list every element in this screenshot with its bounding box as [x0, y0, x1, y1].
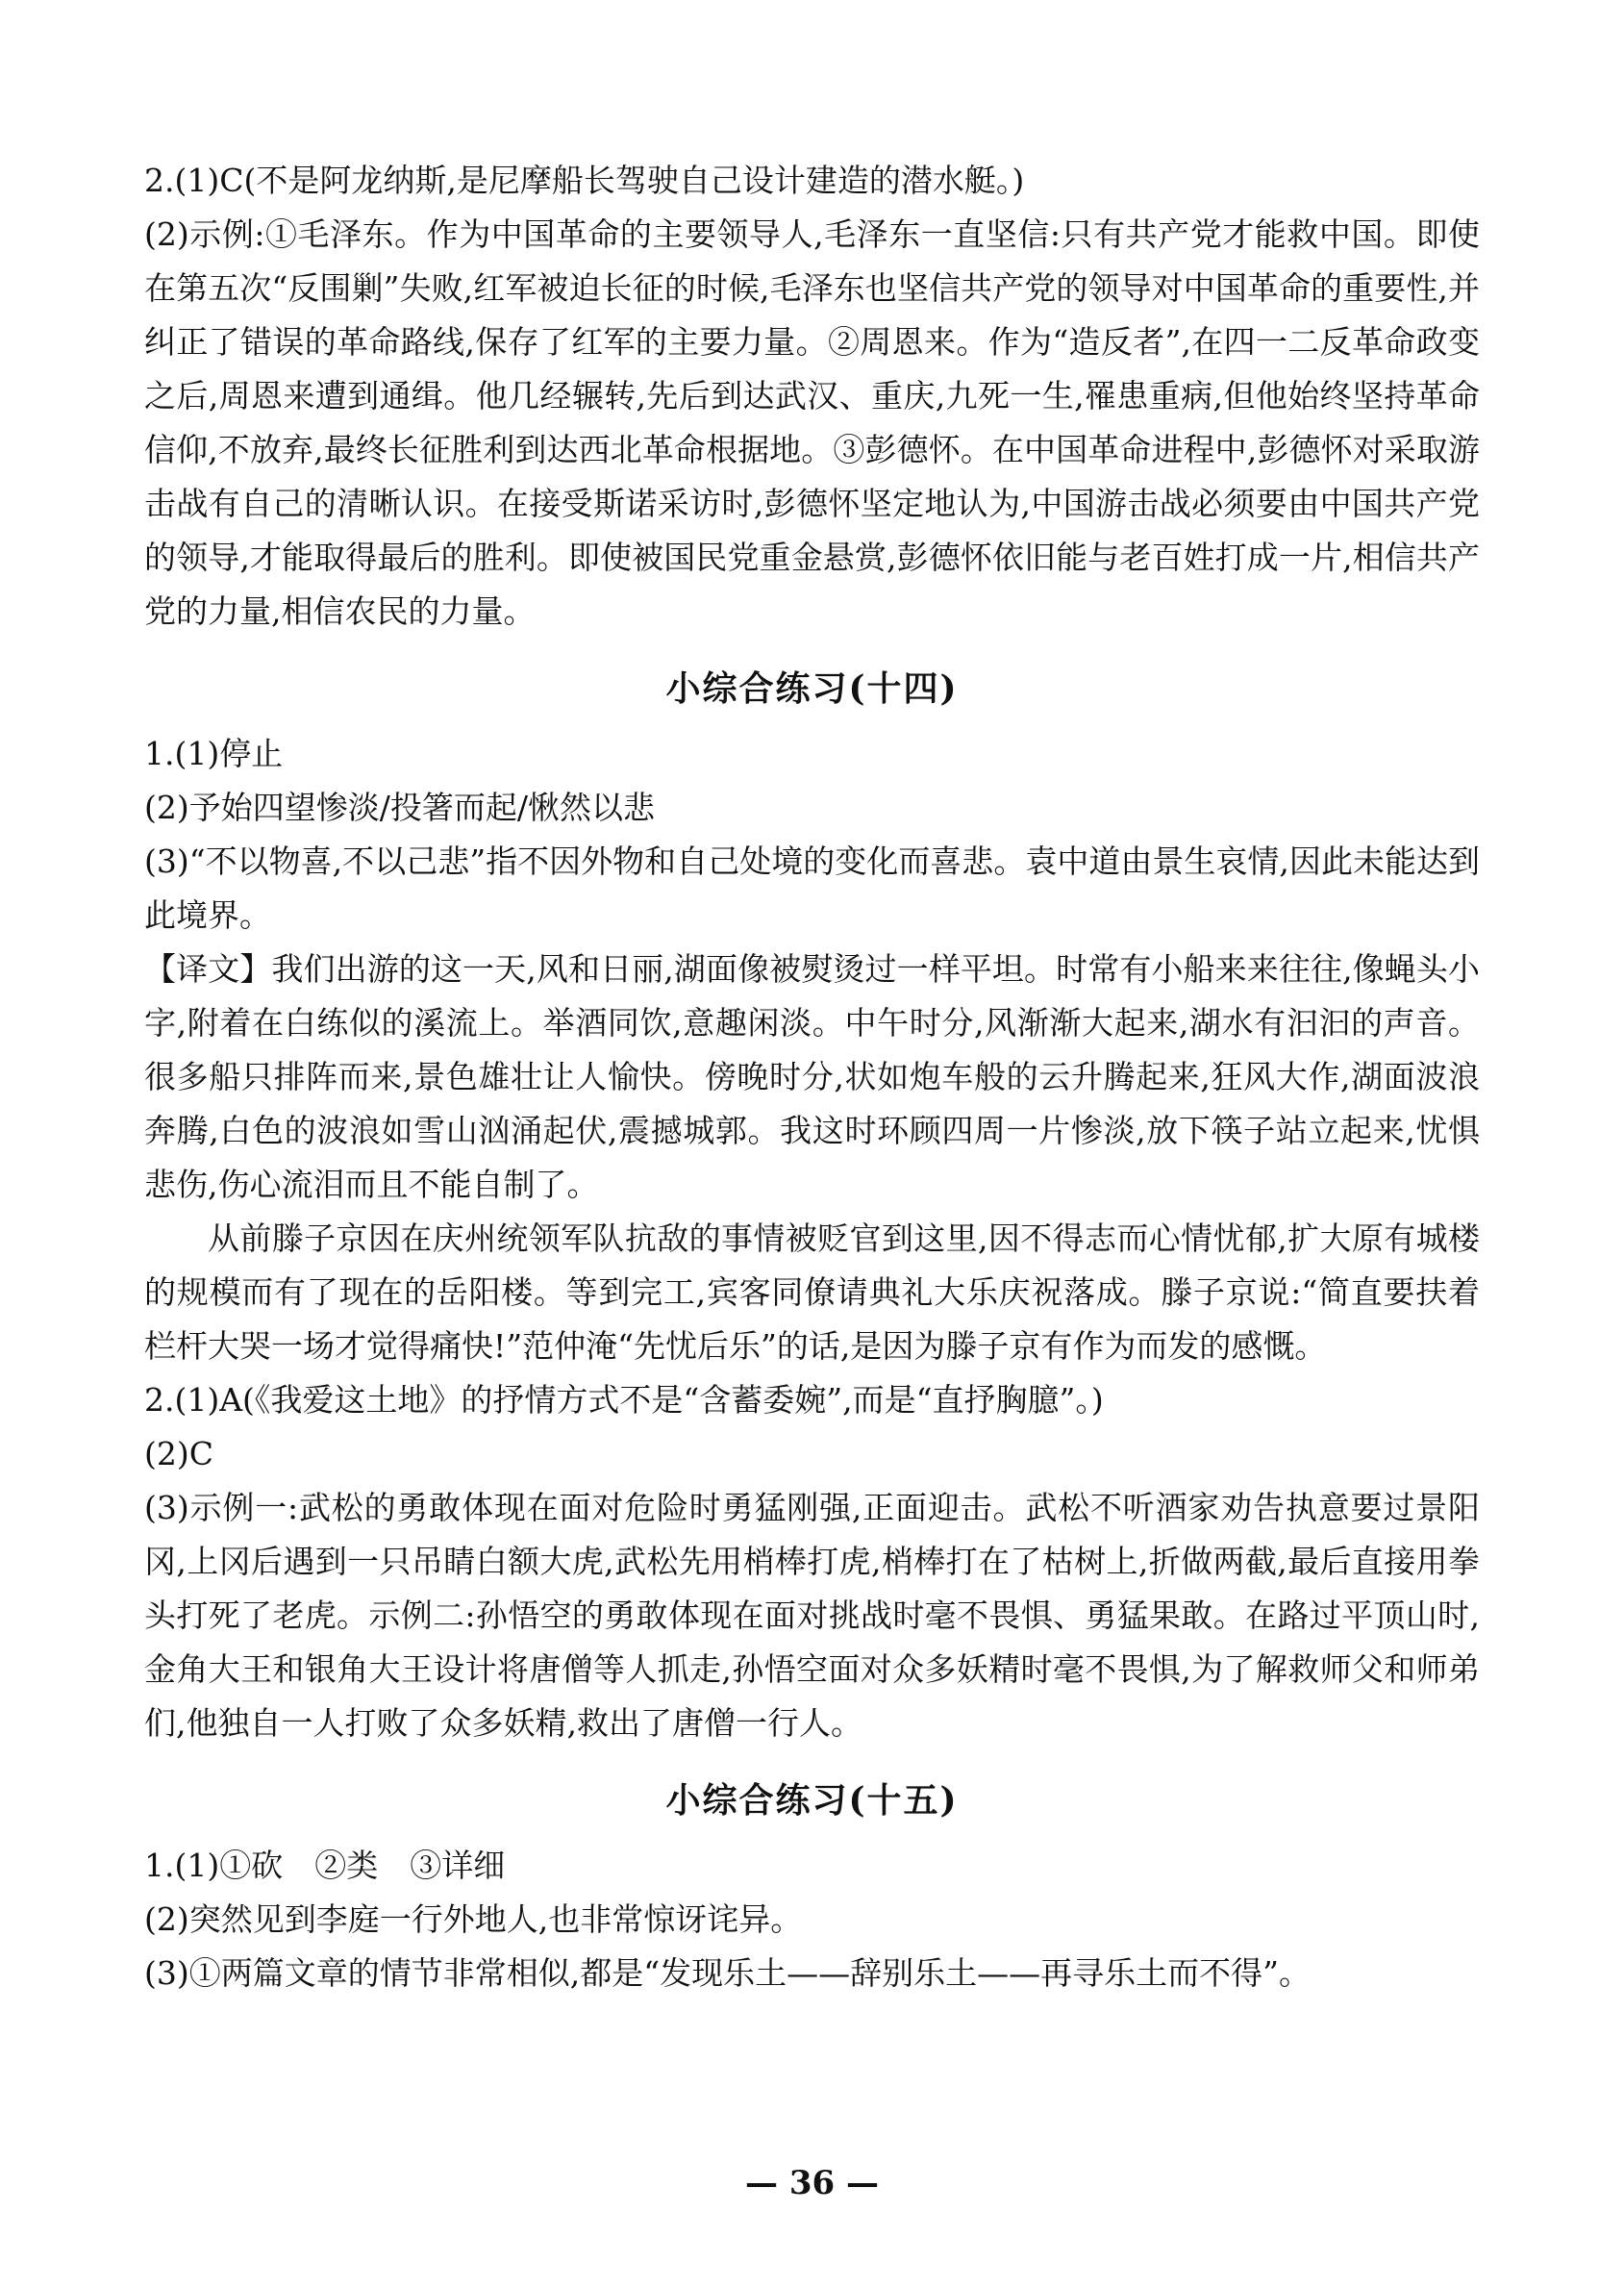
answer-15-1-1: 1.(1)①砍 ②类 ③详细	[144, 1847, 506, 1884]
answer-15-1-3: (3)①两篇文章的情节非常相似,都是“发现乐土——辞别乐土——再寻乐土而不得”。	[144, 1954, 1311, 1992]
section-title-15: 小综合练习(十五)	[665, 1780, 959, 1821]
translation-para-1: 【译文】我们出游的这一天,风和日丽,湖面像被熨烫过一样平坦。时常有小船来来往往,像蝇头小字,附着在白练似的溪流上。举酒同饮,意趣闲淡。中午时分,风渐渐大起来,湖水有汩汩的声音。很多船只排阵而来,景色雄壮让人愉快。傍晚时分,状如炮车般的云升腾起来,狂风大作,湖面波浪奔腾,白色的波浪如雪山汹涌起伏,震撼城郭。我这时环顾四周一片惨淡,放下筷子站立起来,忧惧悲伤,伤心流泪而且不能自制了。	[144, 950, 1480, 1203]
answer-14-1-1: 1.(1)停止	[144, 735, 284, 772]
answer-2-2: (2)示例:①毛泽东。作为中国革命的主要领导人,毛泽东一直坚信:只有共产党才能救中国。即使在第五次“反围剿”失败,红军被迫长征的时候,毛泽东也坚信共产党的领导对中国革命的重要性,并纠正了错误的革命路线,保存了红军的主要力量。②周恩来。作为“造反者”,在四一二反革命政变之后,周恩来遭到通缉。他几经辗转,先后到达武汉、重庆,九死一生,罹患重病,但他始终坚持革命信仰,不放弃,最终长征胜利到达西北革命根据地。③彭德怀。在中国革命进程中,彭德怀对采取游击战有自己的清晰认识。在接受斯诺采访时,彭德怀坚定地认为,中国游击战必须要由中国共产党的领导,才能取得最后的胜利。即使被国民党重金悬赏,彭德怀依旧能与老百姓打成一片,相信共产党的力量,相信农民的力量。	[144, 215, 1480, 630]
answer-14-1-2: (2)予始四望惨淡/投箸而起/愀然以悲	[144, 789, 655, 826]
answer-2-1: 2.(1)C(不是阿龙纳斯,是尼摩船长驾驶自己设计建造的潜水艇。)	[144, 162, 1025, 199]
answer-14-2-3: (3)示例一:武松的勇敢体现在面对危险时勇猛刚强,正面迎击。武松不听酒家劝告执意要过景阳冈,上冈后遇到一只吊睛白额大虎,武松先用梢棒打虎,梢棒打在了枯树上,折做两截,最后直接用拳头打死了老虎。示例二:孙悟空的勇敢体现在面对挑战时毫不畏惧、勇猛果敢。在路过平顶山时,金角大王和银角大王设计将唐僧等人抓走,孙悟空面对众多妖精时毫不畏惧,为了解救师父和师弟们,他独自一人打败了众多妖精,救出了唐僧一行人。	[144, 1489, 1480, 1742]
translation-para-2: 从前滕子京因在庆州统领军队抗敌的事情被贬官到这里,因不得志而心情忧郁,扩大原有城楼的规模而有了现在的岳阳楼。等到完工,宾客同僚请典礼大乐庆祝落成。滕子京说:“简直要扶着栏杆大哭一场才觉得痛快!”范仲淹“先忧后乐”的话,是因为滕子京有作为而发的感慨。	[144, 1219, 1480, 1365]
answer-14-2-1: 2.(1)A(《我爱这土地》的抒情方式不是“含蓄委婉”,而是“直抒胸臆”。)	[144, 1381, 1104, 1419]
page-number: — 36 —	[745, 2164, 879, 2202]
answer-14-2-2: (2)C	[144, 1435, 213, 1472]
answer-14-1-3: (3)“不以物喜,不以己悲”指不因外物和自己处境的变化而喜悲。袁中道由景生哀情,因此未能达到此境界。	[144, 842, 1480, 934]
answer-15-1-2: (2)突然见到李庭一行外地人,也非常惊讶诧异。	[144, 1900, 803, 1938]
section-title-14: 小综合练习(十四)	[665, 668, 959, 709]
